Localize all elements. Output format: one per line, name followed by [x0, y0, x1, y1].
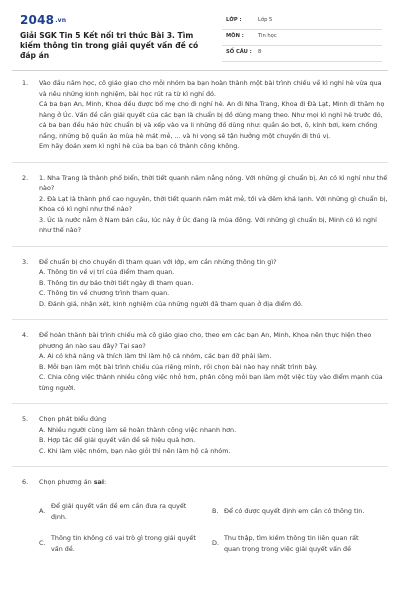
question-3 — [0, 257, 400, 310]
question-6 — [0, 477, 400, 560]
meta-label: MÔN : — [226, 33, 244, 39]
question-text: Chọn phát biểu đúng — [39, 415, 107, 423]
meta-row-class — [222, 14, 382, 30]
question-text: Vào đầu năm học, cô giáo giao cho mỗi nhóm ba bạn hoàn thành một bài trình chiếu về kì nghỉ hè vừa qua và nêu những kinh nghiệm, bài học rút ra từ kì nghỉ đó. — [39, 79, 382, 98]
answer-option-a[interactable] — [39, 496, 196, 528]
option-letter: A. — [39, 507, 46, 516]
option-text: Để có được quyết định em cần có thông tin. — [224, 507, 365, 516]
answer-option[interactable]: B. Thông tin dự báo thời tiết ngày đi tham quan. — [39, 278, 194, 287]
question-number: 2. — [22, 173, 29, 182]
answer-option[interactable]: C. Thông tin về chương trình tham quan. — [39, 289, 170, 297]
question-divider — [12, 319, 388, 320]
question-divider — [12, 162, 388, 163]
answer-option-b[interactable] — [212, 496, 369, 528]
logo-text: 2048 — [20, 13, 55, 27]
question-divider — [12, 466, 388, 467]
meta-label: LỚP : — [226, 17, 242, 23]
question-divider — [12, 403, 388, 404]
question-number: 4. — [22, 331, 29, 339]
option-letter: B. — [212, 507, 219, 516]
question-text: Để hoàn thành bài trình chiếu mà cô giáo giao cho, theo em các bạn An, Minh, Khoa nên thực hiện theo phương án nào sau đây? Tại sao? — [39, 331, 372, 350]
logo-suffix: .vn — [55, 17, 67, 24]
document-meta — [222, 14, 382, 62]
option-text: Thu thập, tìm kiếm thông tin liên quan rất quan trọng trong việc giải quyết vấn đề — [224, 534, 359, 553]
question-text: Cả ba bạn An, Minh, Khoa đều được bố mẹ cho đi nghỉ hè. An đi Nha Trang, Khoa đi Đà Lạt, Minh đi thăm họ hàng ở Úc. Vấn đề cần giải quyết của các bạn là chuẩn bị đồ dùng mang theo. Như mọi kì nghỉ hè trước đó, cả ba bạn đều háo hức chuẩn bị và xếp vào va li những đồ dùng như: quần áo bơi, ô, kính bơi, kem chống nắng, những bộ quần áo mùa hè mát mẻ, ... và hi vọng sẽ tận hưởng một chuyến đi thú vị. — [39, 100, 385, 140]
document-title: Giải SGK Tin 5 Kết nối tri thức Bài 3. Tìm kiếm thông tin trong giải quyết vấn đề có đáp án — [20, 31, 199, 60]
header-divider — [12, 70, 388, 71]
answer-option-d[interactable] — [212, 528, 369, 560]
meta-row-count — [222, 46, 382, 62]
answer-option-c[interactable] — [39, 528, 196, 560]
question-list — [0, 78, 400, 560]
question-text: 1. Nha Trang là thành phố biển, thời tiết quanh năm nắng nóng. Với những gì chuẩn bị, An có kì nghỉ như thế nào? — [39, 173, 388, 192]
answer-option[interactable]: C. Khi làm việc nhóm, bạn nào giỏi thì nên làm hộ cả nhóm. — [39, 446, 231, 455]
prompt-prefix: Chọn phương án — [39, 478, 94, 486]
prompt-suffix: : — [104, 478, 107, 486]
question-2 — [0, 173, 400, 236]
question-text: 2. Đà Lạt là thành phố cao nguyên, thời tiết quanh năm mát mẻ, tối và đêm khá lạnh. Với những gì chuẩn bị, Khoa có kì nghỉ như thế nào? — [39, 194, 388, 213]
question-text: Em hãy đoán xem kì nghỉ hè của ba bạn có thành công không. — [39, 142, 240, 150]
question-divider — [12, 246, 388, 247]
answer-option[interactable]: D. Đánh giá, nhận xét, kinh nghiệm của những người đã tham quan ở địa điểm đó. — [39, 299, 303, 308]
option-letter: C. — [39, 539, 46, 548]
answer-option[interactable]: B. Mỗi bạn làm một bài trình chiếu của riêng mình, rồi chọn bài nào hay nhất trình bày. — [39, 362, 318, 371]
meta-label: SỐ CÂU : — [226, 49, 252, 55]
option-text: Để giải quyết vấn đề em cần đưa ra quyết định. — [51, 502, 187, 521]
answer-option[interactable]: C. Chia công việc thành nhiều công việc nhỏ hơn, phân công mỗi bạn làm một việc tùy vào điểm mạnh của từng người. — [39, 373, 383, 392]
answer-option[interactable]: A. Nhiều người cùng làm sẽ hoàn thành công việc nhanh hơn. — [39, 425, 237, 434]
question-text — [39, 477, 388, 488]
question-number: 5. — [22, 415, 29, 423]
meta-value: Tin học — [258, 33, 277, 39]
question-text: 3. Úc là nước nằm ở Nam bán cầu, lúc này ở Úc đang là mùa đông. Với những gì chuẩn bị, Minh có kì nghỉ như thế nào? — [39, 215, 377, 234]
question-number: 6. — [22, 478, 29, 486]
question-1 — [0, 78, 400, 152]
site-logo[interactable] — [20, 13, 66, 27]
answer-option[interactable]: A. Thông tin về vị trí của điểm tham quan. — [39, 268, 175, 276]
answer-option[interactable]: B. Hợp tác để giải quyết vấn đề sẽ hiệu quả hơn. — [39, 436, 196, 444]
meta-value: 8 — [258, 49, 262, 55]
option-letter: D. — [212, 539, 219, 548]
option-text: Thông tin không có vai trò gì trong giải quyết vấn đề. — [51, 534, 196, 553]
question-text: Để chuẩn bị cho chuyến đi tham quan với lớp, em cần những thông tin gì? — [39, 257, 277, 266]
prompt-emphasis: sai — [93, 478, 105, 486]
question-number: 1. — [22, 79, 29, 87]
meta-value: Lớp 5 — [258, 17, 273, 23]
meta-row-subject — [222, 30, 382, 46]
question-5 — [0, 414, 400, 456]
question-number: 3. — [22, 257, 29, 266]
question-4 — [0, 330, 400, 393]
answer-option[interactable]: A. Ai có khả năng và thích làm thì làm hộ cả nhóm, các bạn đỡ phải làm. — [39, 352, 272, 360]
option-grid — [39, 496, 369, 560]
document-header — [0, 0, 400, 64]
